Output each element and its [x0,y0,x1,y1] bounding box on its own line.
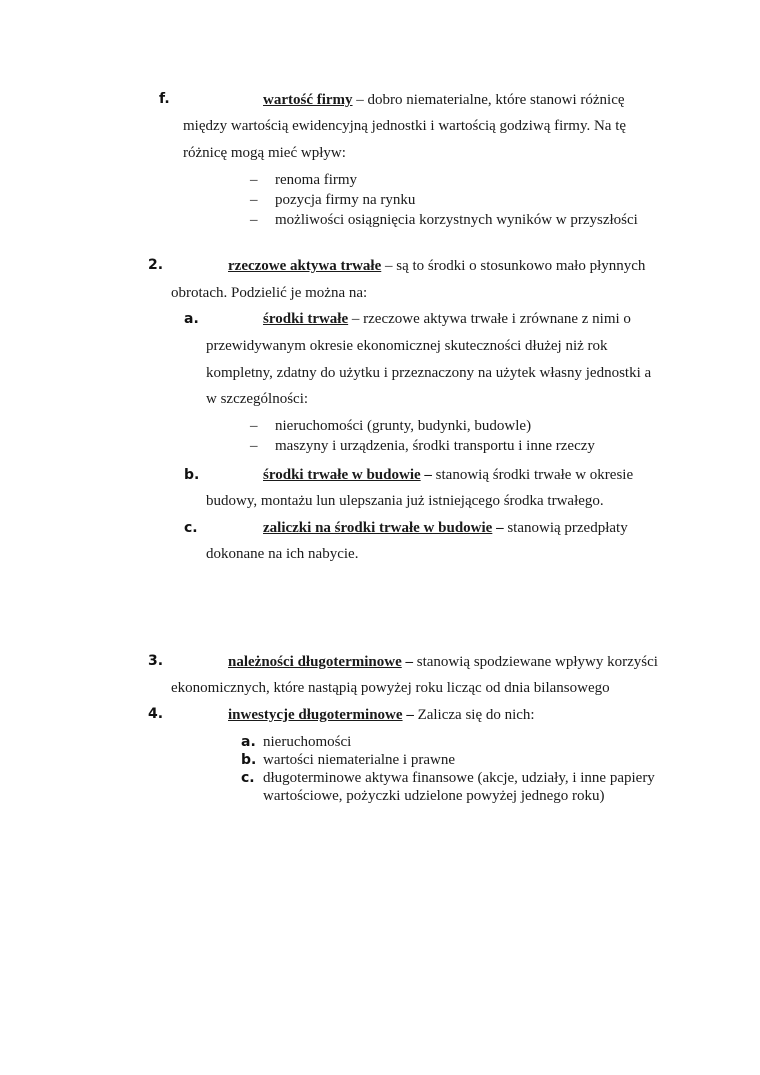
definition-dash: – [402,707,414,723]
list-item: możliwości osiągnięcia korzystnych wyników w przyszłości [275,212,638,228]
paragraph-line [228,654,658,671]
list-item: nieruchomości (grunty, budynki, budowle) [275,418,532,434]
list-marker: c. [241,770,255,786]
definition-text: stanowią środki trwałe w okresie [431,467,634,483]
paragraph-line: w szczególności: [206,391,309,407]
bullet-dash-icon: – [250,418,258,434]
list-marker: a. [241,734,256,750]
list-item: długoterminowe aktywa finansowe (akcje, udziały, i inne papiery [263,770,655,786]
paragraph-line: obrotach. Podzielić je można na: [171,285,368,301]
paragraph-line [263,311,631,328]
list-marker: 3. [148,653,164,669]
bullet-dash-icon: – [250,212,258,228]
definition-text: – są to środki o stosunkowo mało płynnych [381,258,646,274]
list-marker: a. [184,311,199,327]
list-item: renoma firmy [275,172,358,188]
term-heading: środki trwałe [263,311,349,327]
term-heading: inwestycje długoterminowe [228,707,403,723]
paragraph-line [228,707,535,724]
paragraph-line: kompletny, zdatny do użytku i przeznaczony na użytek własny jednostki a [206,365,652,381]
list-marker: c. [184,520,198,536]
bullet-dash-icon: – [250,438,258,454]
list-marker: f. [159,91,170,107]
list-item: wartości niematerialne i prawne [263,752,455,768]
paragraph-line: różnicę mogą mieć wpływ: [183,145,346,161]
paragraph-line [263,467,633,484]
paragraph-line: budowy, montażu lun ulepszania już istniejącego środka trwałego. [206,493,604,509]
paragraph-line: dokonane na ich nabycie. [206,546,359,562]
term-heading: rzeczowe aktywa trwałe [228,258,382,274]
bullet-dash-icon: – [250,172,258,188]
definition-text: stanowią przedpłaty [503,520,628,536]
paragraph-line [263,92,625,109]
definition-dash: – [492,520,504,536]
list-item: nieruchomości [263,734,352,750]
list-marker: b. [184,467,200,483]
term-heading: zaliczki na środki trwałe w budowie [263,520,493,536]
list-item: maszyny i urządzenia, środki transportu i inne rzeczy [275,438,595,454]
list-marker: 2. [148,257,164,273]
definition-text: – dobro niematerialne, które stanowi różnicę [352,92,625,108]
definition-text: Zalicza się do nich: [413,707,535,723]
list-marker: 4. [148,706,164,722]
term-heading: środki trwałe w budowie [263,467,421,483]
list-item: wartościowe, pożyczki udzielone powyżej jednego roku) [263,788,605,804]
term-heading: wartość firmy [263,92,353,108]
paragraph-line: przewidywanym okresie ekonomicznej skuteczności dłużej niż rok [206,338,608,354]
definition-text: – rzeczowe aktywa trwałe i zrównane z nimi o [348,311,631,327]
term-heading: należności długoterminowe [228,654,402,670]
list-marker: b. [241,752,257,768]
list-item: pozycja firmy na rynku [275,192,416,208]
paragraph-line [228,258,645,275]
definition-text: stanowią spodziewane wpływy korzyści [413,654,658,670]
definition-dash: – [401,654,413,670]
paragraph-line [263,520,628,537]
paragraph-line: ekonomicznych, które nastąpią powyżej roku licząc od dnia bilansowego [171,680,610,696]
paragraph-line: między wartością ewidencyjną jednostki i wartością godziwą firmy. Na tę [183,118,627,134]
definition-dash: – [420,467,432,483]
bullet-dash-icon: – [250,192,258,208]
